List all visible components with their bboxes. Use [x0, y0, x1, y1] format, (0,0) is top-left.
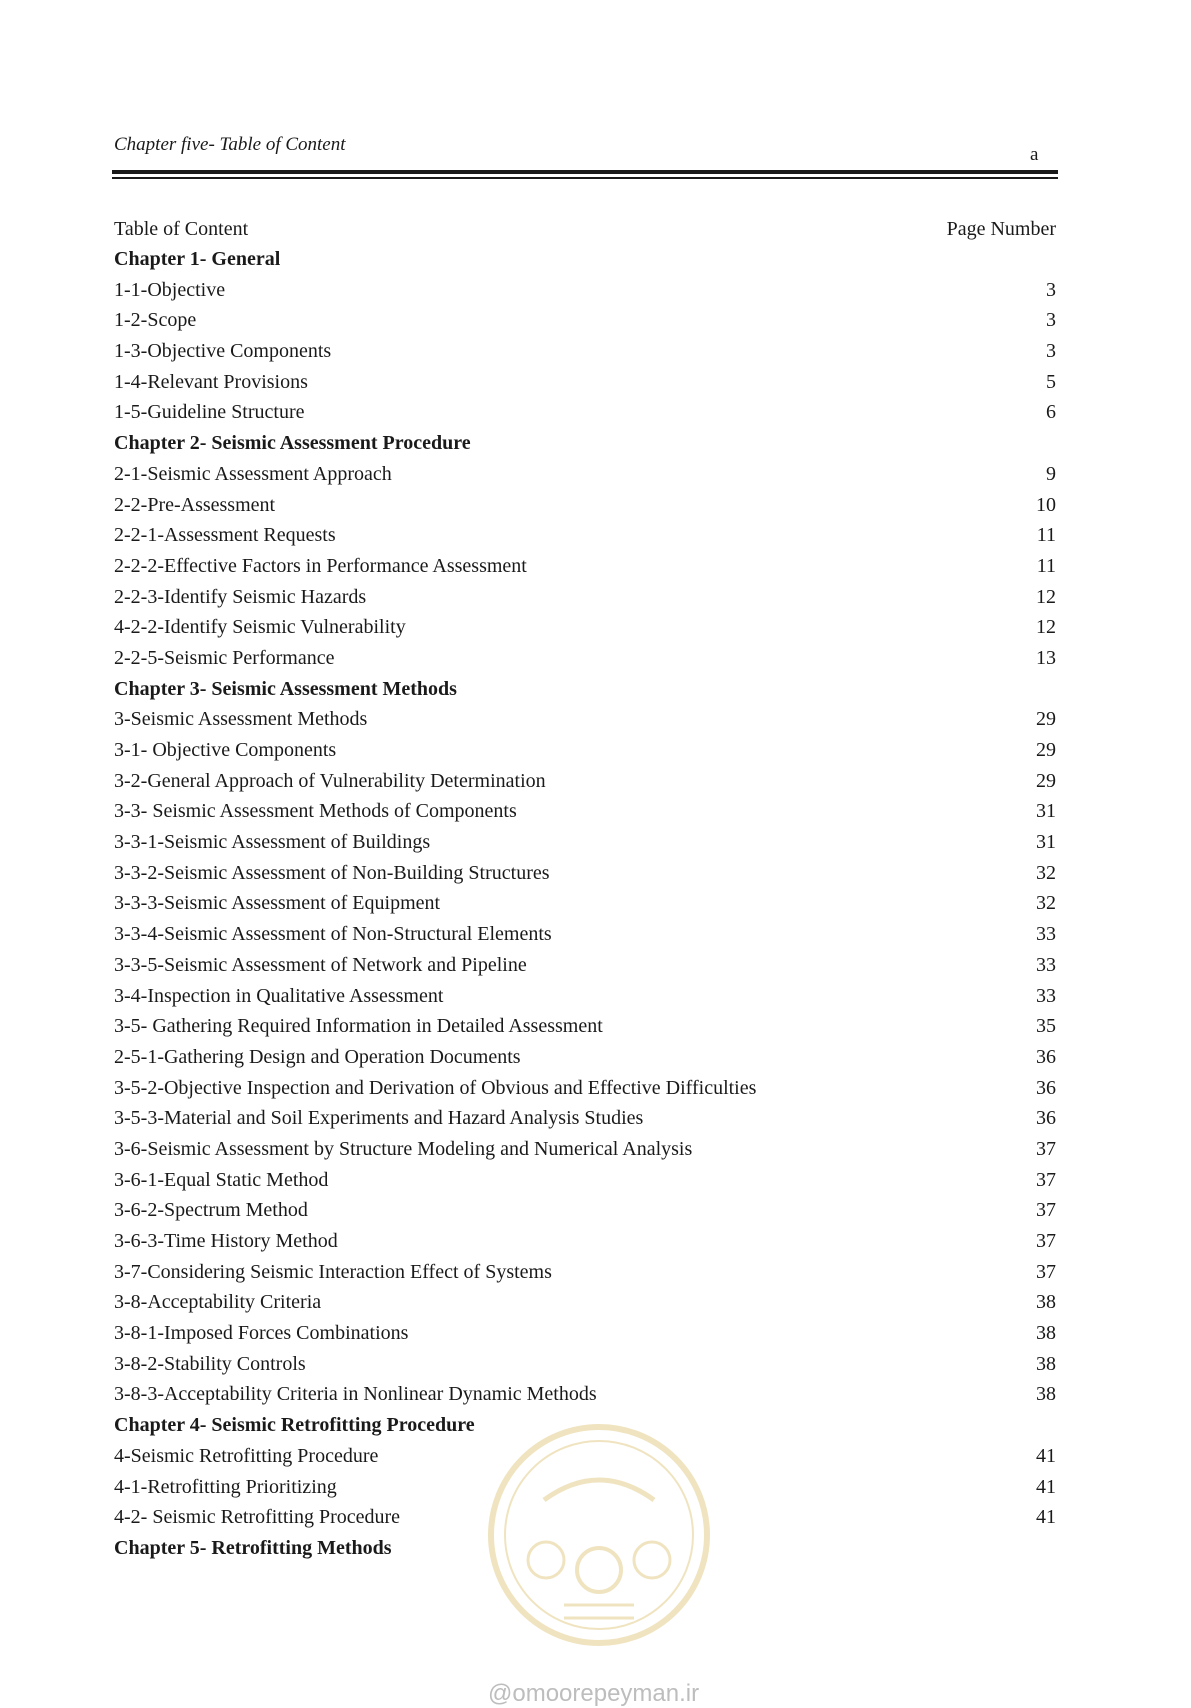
- toc-entry: [114, 520, 1056, 551]
- toc-entry-title: Chapter 3- Seismic Assessment Methods: [114, 677, 457, 700]
- toc-entry-title: 2-2-1-Assessment Requests: [114, 524, 336, 547]
- toc-entry-title: 3-6-2-Spectrum Method: [114, 1199, 308, 1222]
- toc-entry-title: 3-5-3-Material and Soil Experiments and Hazard Analysis Studies: [114, 1107, 644, 1130]
- toc-entry: [114, 735, 1056, 766]
- toc-page-number: 6: [1046, 401, 1056, 424]
- toc-entry: [114, 275, 1056, 306]
- toc-entry-title: 3-3-4-Seismic Assessment of Non-Structural Elements: [114, 923, 552, 946]
- toc-entry: [114, 1195, 1056, 1226]
- toc-chapter-heading: [114, 244, 1056, 275]
- toc-page-number: 37: [1036, 1137, 1056, 1160]
- toc-entry: [114, 1073, 1056, 1104]
- toc-header-right: Page Number: [946, 218, 1056, 240]
- toc-entry-title: 3-8-Acceptability Criteria: [114, 1291, 322, 1314]
- toc-page-number: 33: [1036, 923, 1056, 946]
- table-of-contents: [114, 244, 1056, 1564]
- toc-entry: [114, 1011, 1056, 1042]
- toc-entry-title: 3-8-1-Imposed Forces Combinations: [114, 1322, 409, 1345]
- toc-entry-title: 4-Seismic Retrofitting Procedure: [114, 1444, 379, 1467]
- toc-entry-title: 1-2-Scope: [114, 309, 197, 332]
- header-rule-thick: [112, 170, 1058, 174]
- toc-entry-title: Chapter 2- Seismic Assessment Procedure: [114, 432, 471, 455]
- toc-entry: [114, 1349, 1056, 1380]
- toc-entry-title: 3-8-2-Stability Controls: [114, 1352, 306, 1375]
- toc-entry: [114, 1257, 1056, 1288]
- toc-entry-title: 3-3-5-Seismic Assessment of Network and Pipeline: [114, 953, 527, 976]
- toc-page-number: 29: [1036, 769, 1056, 792]
- toc-page-number: 11: [1036, 524, 1056, 547]
- toc-entry: [114, 305, 1056, 336]
- toc-page-number: 32: [1036, 861, 1056, 884]
- toc-entry: [114, 1165, 1056, 1196]
- toc-entry: [114, 950, 1056, 981]
- toc-entry: [114, 858, 1056, 889]
- toc-entry-title: 3-5- Gathering Required Information in Detailed Assessment: [114, 1015, 603, 1038]
- toc-entry-title: 3-3-3-Seismic Assessment of Equipment: [114, 892, 441, 915]
- toc-entry: [114, 704, 1056, 735]
- toc-page-number: 36: [1036, 1076, 1056, 1099]
- toc-page-number: 29: [1036, 739, 1056, 761]
- toc-page-number: 38: [1036, 1352, 1056, 1375]
- toc-page-number: 29: [1036, 708, 1056, 731]
- toc-entry-title: 3-6-1-Equal Static Method: [114, 1168, 329, 1191]
- toc-entry-title: 3-3-1-Seismic Assessment of Buildings: [114, 831, 431, 854]
- toc-entry: [114, 1042, 1056, 1073]
- toc-entry: [114, 1103, 1056, 1134]
- toc-entry-title: Chapter 5- Retrofitting Methods: [114, 1536, 392, 1559]
- toc-entry-title: 2-1-Seismic Assessment Approach: [114, 462, 392, 485]
- toc-entry: [114, 459, 1056, 490]
- toc-entry: [114, 490, 1056, 521]
- toc-page-number: 3: [1046, 309, 1056, 332]
- toc-page-number: 41: [1036, 1444, 1056, 1467]
- running-header-title: Chapter five- Table of Content: [114, 134, 346, 155]
- toc-column-headers: [114, 214, 1056, 245]
- toc-entry: [114, 336, 1056, 367]
- toc-page-number: 13: [1036, 646, 1056, 669]
- toc-entry: [114, 612, 1056, 643]
- toc-page-number: 31: [1036, 831, 1056, 854]
- toc-entry-title: 4-1-Retrofitting Prioritizing: [114, 1475, 337, 1498]
- toc-entry-title: 4-2-2-Identify Seismic Vulnerability: [114, 616, 406, 639]
- toc-entry-title: 1-5-Guideline Structure: [114, 401, 305, 424]
- toc-page-number: 3: [1046, 278, 1056, 301]
- page-letter: a: [1030, 144, 1039, 165]
- toc-page-number: 11: [1036, 554, 1056, 577]
- toc-entry-title: 1-1-Objective: [114, 278, 226, 301]
- toc-page-number: 37: [1036, 1168, 1056, 1191]
- toc-entry-title: 3-8-3-Acceptability Criteria in Nonlinear Dynamic Methods: [114, 1383, 597, 1406]
- toc-entry-title: 2-2-5-Seismic Performance: [114, 646, 335, 669]
- toc-page-number: 37: [1036, 1230, 1056, 1252]
- toc-entry: [114, 827, 1056, 858]
- toc-page-number: 33: [1036, 984, 1056, 1007]
- toc-entry: [114, 1287, 1056, 1318]
- toc-entry-title: 3-1- Objective Components: [114, 739, 337, 761]
- toc-entry: [114, 643, 1056, 674]
- toc-entry-title: 2-5-1-Gathering Design and Operation Documents: [114, 1045, 521, 1068]
- toc-page-number: 36: [1036, 1045, 1056, 1068]
- toc-entry: [114, 1226, 1056, 1257]
- toc-page-number: 32: [1036, 892, 1056, 915]
- toc-page-number: 36: [1036, 1107, 1056, 1130]
- toc-entry-title: 3-Seismic Assessment Methods: [114, 708, 368, 731]
- header-rule-thin: [112, 177, 1058, 179]
- toc-entry: [114, 1318, 1056, 1349]
- toc-entry-title: 2-2-2-Effective Factors in Performance Assessment: [114, 554, 527, 577]
- toc-entry: [114, 1379, 1056, 1410]
- toc-entry-title: 3-2-General Approach of Vulnerability Determination: [114, 769, 546, 792]
- toc-page-number: 41: [1036, 1475, 1056, 1498]
- toc-entry: [114, 981, 1056, 1012]
- toc-entry: [114, 1134, 1056, 1165]
- toc-entry-title: 3-3-2-Seismic Assessment of Non-Building Structures: [114, 861, 550, 884]
- toc-entry-title: 3-7-Considering Seismic Interaction Effect of Systems: [114, 1260, 552, 1283]
- toc-page-number: 5: [1046, 370, 1056, 393]
- toc-page-number: 38: [1036, 1383, 1056, 1406]
- toc-page-number: 37: [1036, 1260, 1056, 1283]
- toc-page-number: 35: [1036, 1015, 1056, 1038]
- toc-page-number: 31: [1036, 800, 1056, 823]
- toc-page-number: 10: [1036, 493, 1056, 516]
- toc-entry-title: 2-2-3-Identify Seismic Hazards: [114, 585, 367, 608]
- seal-logo-icon: [484, 1420, 714, 1650]
- toc-entry-title: 3-6-Seismic Assessment by Structure Modeling and Numerical Analysis: [114, 1137, 693, 1160]
- toc-page-number: 33: [1036, 953, 1056, 976]
- toc-entry-title: 1-4-Relevant Provisions: [114, 370, 308, 393]
- toc-entry-title: 3-4-Inspection in Qualitative Assessment: [114, 984, 444, 1007]
- toc-entry-title: 3-3- Seismic Assessment Methods of Components: [114, 800, 517, 823]
- toc-page-number: 38: [1036, 1322, 1056, 1345]
- toc-entry-title: 3-5-2-Objective Inspection and Derivation of Obvious and Effective Difficulties: [114, 1076, 757, 1099]
- toc-page-number: 3: [1046, 340, 1056, 363]
- toc-entry: [114, 582, 1056, 613]
- toc-page-number: 12: [1036, 616, 1056, 639]
- toc-header-left: Table of Content: [114, 218, 249, 240]
- toc-chapter-heading: [114, 674, 1056, 705]
- toc-page-number: 37: [1036, 1199, 1056, 1222]
- toc-entry: [114, 397, 1056, 428]
- toc-entry: [114, 367, 1056, 398]
- toc-entry-title: Chapter 1- General: [114, 248, 281, 270]
- toc-page-number: 12: [1036, 585, 1056, 608]
- toc-entry: [114, 919, 1056, 950]
- toc-entry-title: 1-3-Objective Components: [114, 340, 332, 363]
- toc-chapter-heading: [114, 428, 1056, 459]
- toc-entry-title: Chapter 4- Seismic Retrofitting Procedure: [114, 1414, 475, 1437]
- toc-entry-title: 4-2- Seismic Retrofitting Procedure: [114, 1506, 401, 1529]
- toc-entry: [114, 551, 1056, 582]
- toc-entry: [114, 766, 1056, 797]
- toc-page-number: 9: [1046, 462, 1056, 485]
- toc-entry: [114, 888, 1056, 919]
- toc-entry: [114, 796, 1056, 827]
- toc-entry-title: 2-2-Pre-Assessment: [114, 493, 276, 516]
- toc-page-number: 41: [1036, 1506, 1056, 1529]
- watermark-text: @omoorepeyman.ir: [488, 1680, 700, 1707]
- toc-page-number: 38: [1036, 1291, 1056, 1314]
- toc-entry-title: 3-6-3-Time History Method: [114, 1230, 338, 1252]
